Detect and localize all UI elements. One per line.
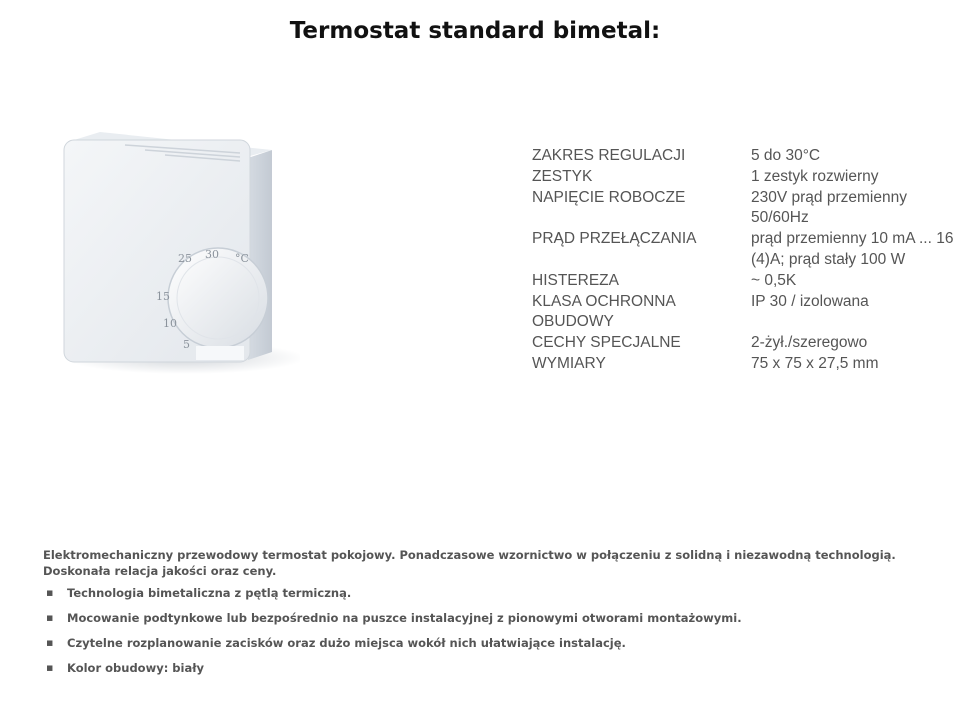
thermostat-image [50, 120, 300, 380]
spec-value: ~ 0,5K [751, 271, 797, 289]
spec-label: WYMIARY [532, 354, 606, 372]
list-item [43, 660, 903, 685]
list-item [43, 635, 903, 660]
spec-row [532, 354, 960, 375]
spec-value: 2-żył./szeregowo [751, 334, 868, 352]
spec-row [532, 292, 960, 334]
product-description [43, 547, 903, 685]
spec-row [532, 271, 960, 292]
bullet-icon: ▪ [46, 661, 54, 674]
spec-label: ZESTYK [532, 167, 593, 185]
dial-label-25: 25 [178, 252, 192, 265]
bullet-icon: ▪ [46, 586, 54, 599]
list-item-text: Kolor obudowy: biały [67, 661, 205, 675]
list-item [43, 585, 903, 610]
page-title: Termostat standard bimetal: [289, 18, 661, 44]
feature-list [43, 585, 903, 685]
spec-value: 1 zestyk rozwierny [751, 167, 879, 185]
spec-value: 230V prąd przemienny 50/60Hz [751, 188, 907, 227]
bullet-icon: ▪ [46, 611, 54, 624]
description-intro: Elektromechaniczny przewodowy termostat pokojowy. Ponadczasowe wzornictwo w połączeniu z solidną i niezawodną technologią. [43, 548, 896, 562]
spec-value: 5 do 30°C [751, 147, 821, 164]
list-item [43, 610, 903, 635]
bullet-icon: ▪ [46, 636, 54, 649]
spec-label: CECHY SPECJALNE [532, 334, 681, 352]
spec-value: IP 30 / izolowana [751, 292, 869, 310]
dial-label-30: 30 [205, 248, 219, 261]
dial-label-unit: °C [235, 252, 249, 265]
spec-label: NAPIĘCIE ROBOCZE [532, 188, 686, 206]
list-item-text: Czytelne rozplanowanie zacisków oraz dużo miejsca wokół nich ułatwiające instalację. [67, 636, 626, 650]
list-item-text: Mocowanie podtynkowe lub bezpośrednio na puszce instalacyjnej z pionowymi otworami montażowymi. [67, 611, 742, 625]
spec-row [532, 229, 960, 271]
dial-label-15: 15 [156, 290, 170, 303]
spec-label: HISTEREZA [532, 271, 619, 289]
spec-row [532, 188, 960, 230]
spec-row [532, 167, 960, 188]
dial-label-5: 5 [183, 338, 190, 351]
spec-value: 75 x 75 x 27,5 mm [751, 354, 879, 372]
dial-label-10: 10 [163, 317, 177, 330]
spec-label: ZAKRES REGULACJI [532, 147, 686, 164]
description-value-line: Doskonała relacja jakości oraz ceny. [43, 564, 277, 578]
list-item-text: Technologia bimetaliczna z pętlą termiczną. [67, 586, 352, 600]
spec-label: PRĄD PRZEŁĄCZANIA [532, 230, 697, 248]
spec-value: prąd przemienny 10 mA ... 16 (4)A; prąd stały 100 W [751, 230, 954, 268]
spec-row [532, 333, 960, 354]
spec-row [532, 146, 960, 167]
specs-table [532, 146, 960, 375]
spec-label: KLASA OCHRONNA OBUDOWY [532, 292, 675, 331]
